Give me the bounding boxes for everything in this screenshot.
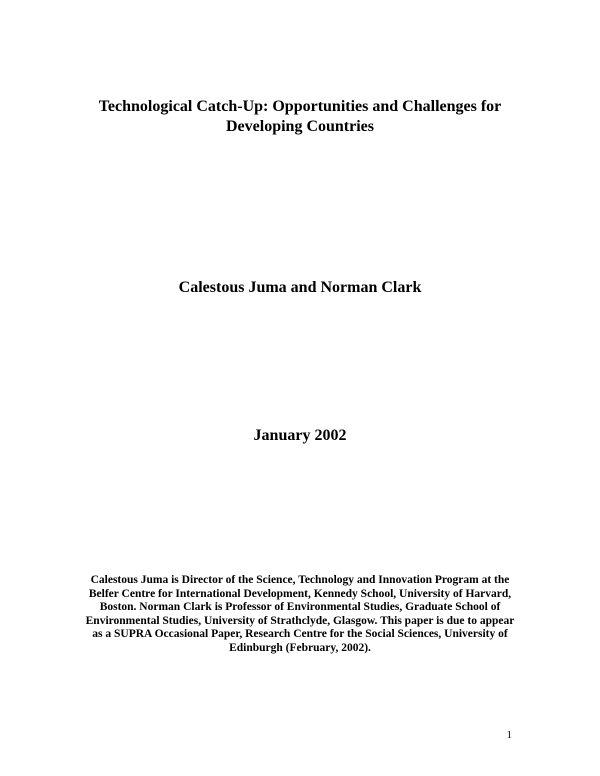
author-affiliation-note: Calestous Juma is Director of the Science, Technology and Innovation Program at the Belfer Centre for International Development, Kennedy School, University of Harvard, Boston. Norman Clark is Professor of Environmental Studies, Graduate School of Environmental Studies, University of Strathclyde, Glasgow. This paper is due to appear as a SUPRA Occasional Paper, Research Centre for the Social Sciences, University of Edinburgh (February, 2002). — [85, 574, 515, 654]
page-number: 1 — [506, 729, 512, 741]
paper-date: January 2002 — [253, 427, 347, 444]
paper-title: Technological Catch-Up: Opportunities and Challenges for Developing Countries — [98, 98, 502, 135]
paper-authors: Calestous Juma and Norman Clark — [178, 279, 422, 296]
